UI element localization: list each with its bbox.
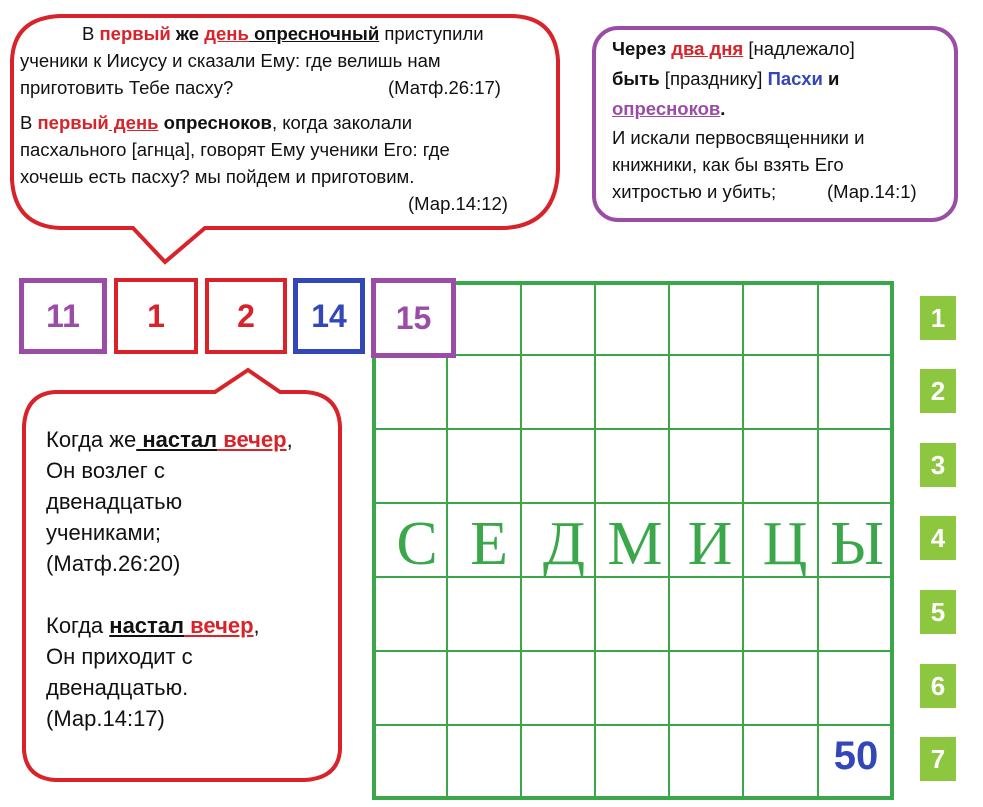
passover-line-5: книжники, как бы взять Его [612, 154, 844, 175]
grid-letter-7: Ы [829, 510, 885, 578]
evening-line-3: двенадцатью [46, 489, 183, 514]
top-left-bubble [20, 20, 540, 217]
passover-line-2: быть [празднику] Пасхи и [612, 68, 840, 89]
matthew-line-1: В первый же день опресночный приступили [82, 23, 484, 44]
day-box-2: 2 [205, 278, 287, 354]
top-right-bubble [612, 34, 942, 205]
evening-line-5: Когда настал вечер, [46, 613, 260, 638]
evening-line-1: Когда же настал вечер, [46, 427, 293, 452]
evening-line-6: Он приходит с [46, 644, 193, 669]
evening-reference-2: (Мар.14:17) [46, 706, 165, 731]
spacer [46, 579, 336, 610]
grid-letter-3: Д [542, 510, 586, 578]
mark-line-1: В первый день опресноков, когда заколали [20, 112, 413, 133]
week-number-1: 1 [920, 296, 956, 340]
left-bubble [46, 424, 336, 734]
grid-letter-1: С [396, 510, 438, 578]
passover-line-4: И искали первосвященники и [612, 127, 865, 148]
evening-line-4: учениками; [46, 520, 162, 545]
week-number-5: 5 [920, 590, 956, 634]
day-box-14: 14 [293, 278, 365, 354]
week-number-6: 6 [920, 664, 956, 708]
evening-line-7: двенадцатью. [46, 675, 189, 700]
passover-line-3: опресноков. [612, 98, 726, 119]
grid-corner-number: 50 [833, 734, 879, 778]
day-box-1: 1 [114, 278, 198, 354]
grid-letter-6: Ц [762, 510, 808, 578]
passover-line-6: хитростью и убить; (Мар.14:1) [612, 178, 942, 205]
day-box-11: 11 [19, 278, 107, 354]
passover-line-1: Через два дня [надлежало] [612, 38, 855, 59]
passover-reference: (Мар.14:1) [827, 181, 917, 202]
week-number-2: 2 [920, 369, 956, 413]
evening-line-2: Он возлег с [46, 458, 165, 483]
evening-reference-1: (Матф.26:20) [46, 551, 181, 576]
grid-letter-2: Е [470, 510, 508, 578]
grid-letter-4: М [607, 510, 663, 578]
week-number-3: 3 [920, 443, 956, 487]
matthew-line-2: ученики к Иисусу и сказали Ему: где велишь нам [20, 50, 441, 71]
grid-letter-5: И [687, 510, 733, 578]
mark-reference: (Мар.14:12) [408, 193, 508, 214]
mark-line-2: пасхального [агнца], говорят Ему ученики Его: где [20, 139, 450, 160]
mark-line-3: хочешь есть пасху? мы пойдем и приготовим. [20, 166, 415, 187]
day-box-15: 15 [371, 278, 456, 358]
week-number-7: 7 [920, 737, 956, 781]
week-number-4: 4 [920, 516, 956, 560]
matthew-reference: (Матф.26:17) [388, 77, 501, 98]
matthew-line-3: приготовить Тебе пасху? (Матф.26:17) [20, 74, 540, 101]
